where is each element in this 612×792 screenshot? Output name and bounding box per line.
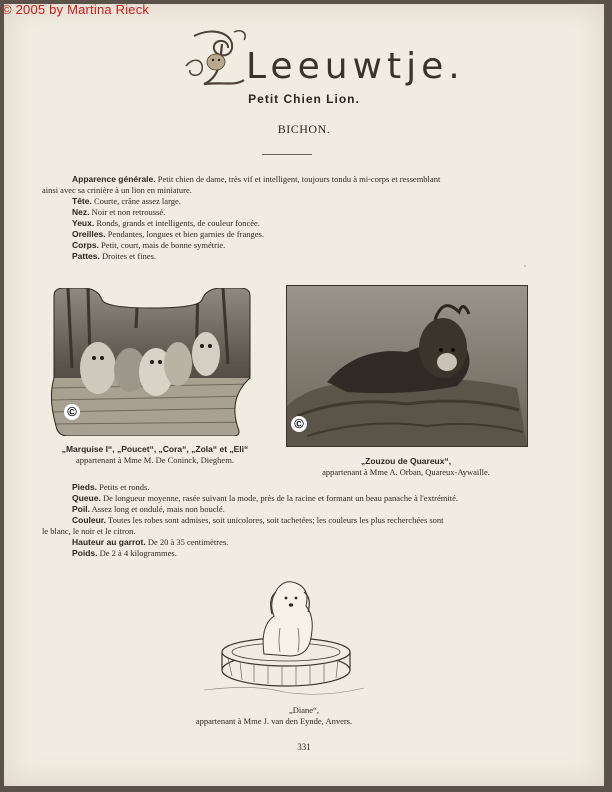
sketch-owner: appartenant à Mme J. van den Eynde, Anvers. (195, 716, 353, 726)
description-line: Yeux. Ronds, grands et intelligents, de couleur foncée. (72, 218, 260, 228)
page-number: 331 (297, 742, 311, 752)
page-title: Leeuwtje. (246, 46, 465, 87)
description-line: Nez. Noir et non retroussé. (72, 207, 166, 217)
detail-line: Hauteur au garrot. De 20 à 35 centimètres. (72, 537, 229, 547)
photo-dog-on-cushion (286, 285, 528, 447)
detail-line: le blanc, le noir et le citron. (42, 526, 136, 536)
photo2-owner: appartenant à Mme A. Orban, Quareux-Aywaille. (322, 467, 490, 477)
photo1-title: „Marquise I“, „Poucet“, „Cora“, „Zola“ et „Eli“ (61, 444, 249, 454)
copyright-mark: © (64, 404, 80, 420)
description-line: ainsi avec sa crinière à un lion en miniature. (42, 185, 192, 195)
description-line: Pattes. Droites et fines. (72, 251, 157, 261)
subtitle: Petit Chien Lion. (248, 92, 360, 106)
description-line: Corps. Petit, court, mais de bonne symétrie. (72, 240, 226, 250)
description-line: Apparence générale. Petit chien de dame, très vif et intelligent, toujours tondu à mi-corps et ressemblant (72, 174, 441, 184)
decorative-title (174, 26, 465, 96)
detail-line: Poids. De 2 à 4 kilogrammes. (72, 548, 177, 558)
photo1-owner: appartenant à Mme M. De Coninck, Dieghem. (76, 455, 234, 465)
detail-line: Pieds. Petits et ronds. (72, 482, 150, 492)
photo2-title: „Zouzou de Quareux“, (360, 456, 452, 466)
copyright-mark: © (291, 416, 307, 432)
detail-line: Couleur. Toutes les robes sont admises, soit unicolores, soit tachetées; les couleurs les plus recherchées sont (72, 515, 444, 525)
description-line: Tête. Courte, crâne assez large. (72, 196, 181, 206)
detail-line: Poil. Assez long et ondulé, mais non bouclé. (72, 504, 225, 514)
paper-mark: , (524, 259, 526, 268)
sketch-title: „Diane“, (289, 705, 319, 715)
divider (262, 154, 312, 155)
detail-line: Queue. De longueur moyenne, rasée suivant la mode, près de la racine et formant un beau panache à l'extrémité. (72, 493, 459, 503)
description-line: Oreilles. Pendantes, longues et bien garnies de franges. (72, 229, 264, 239)
copyright-notice: © 2005 by Martina Rieck (2, 2, 150, 17)
book-page (4, 4, 604, 786)
photo-group-dogs (48, 288, 256, 436)
breed-name: BICHON. (277, 122, 331, 136)
dog-in-basket-illustration (194, 572, 374, 702)
